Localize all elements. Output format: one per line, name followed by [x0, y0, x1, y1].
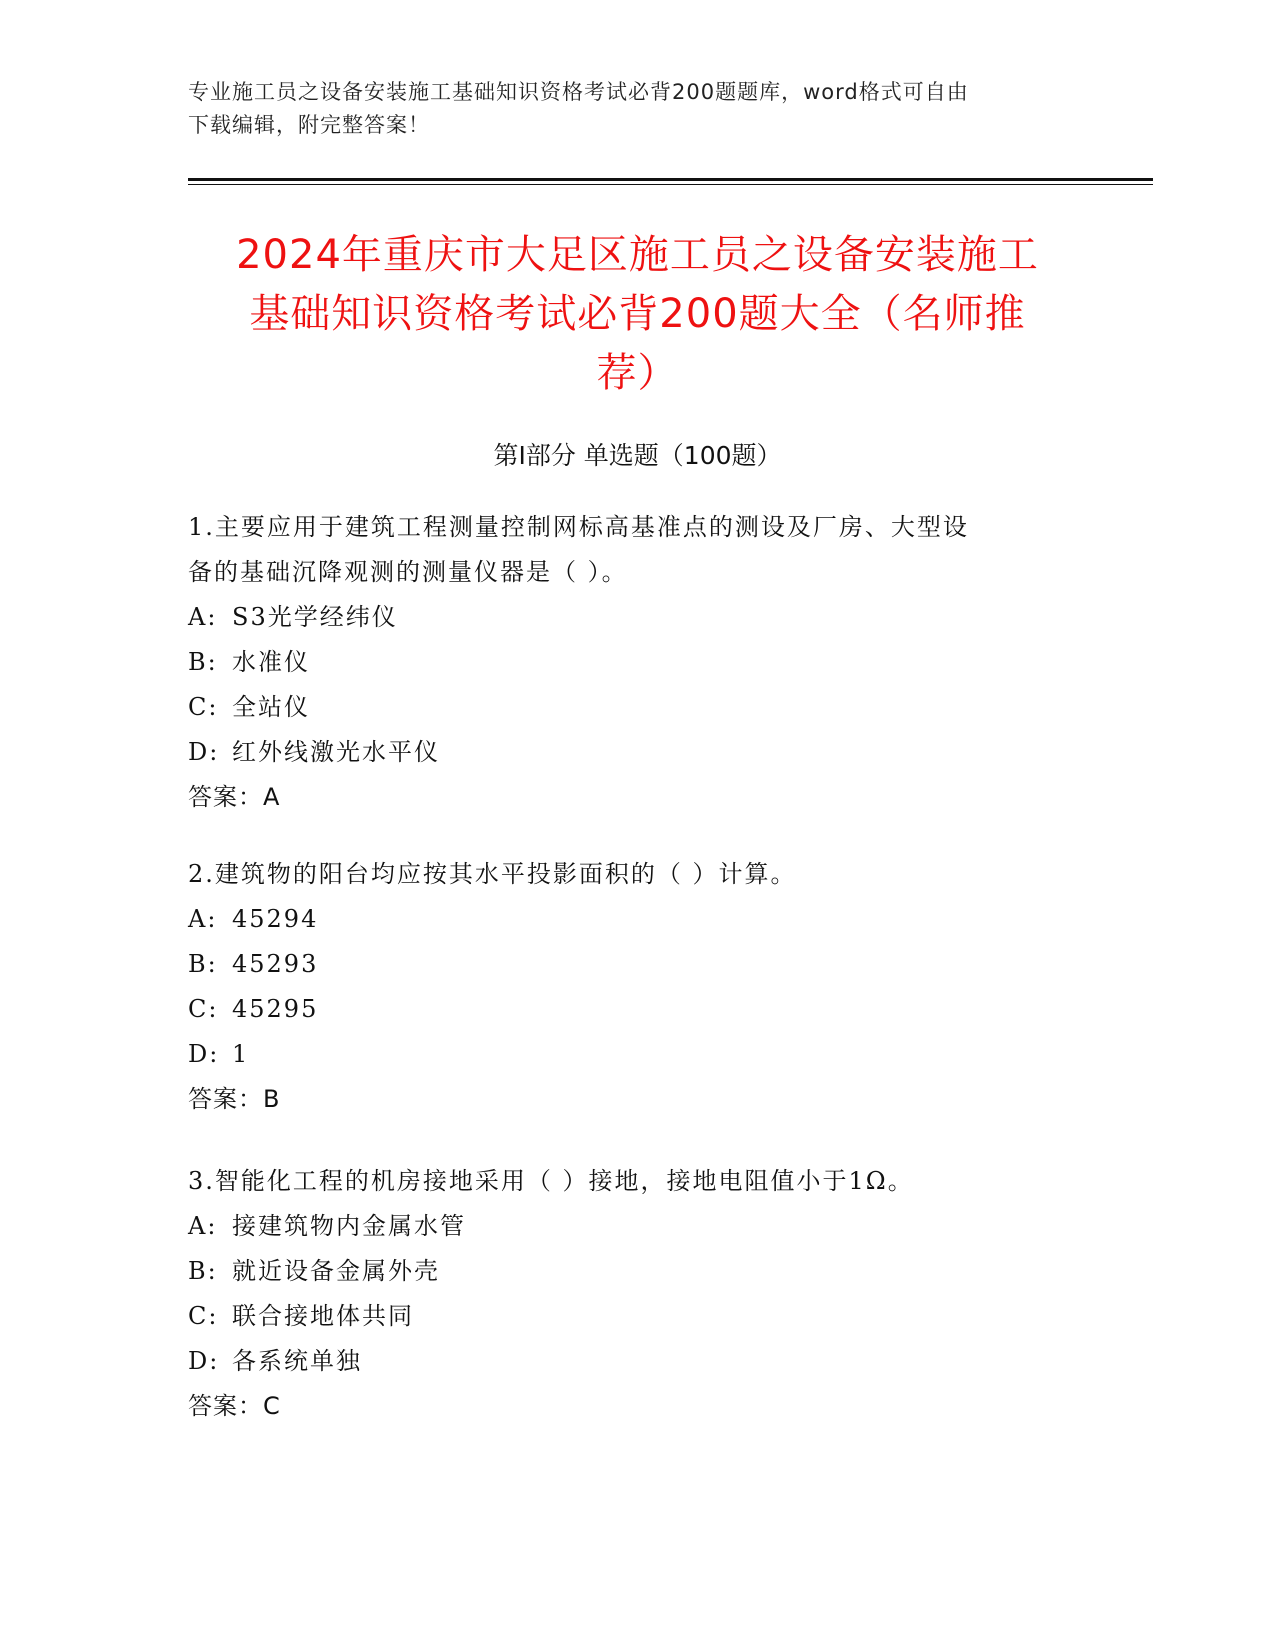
- option-b: [188, 942, 1068, 987]
- question-3: [188, 1159, 1068, 1429]
- question-stem-line: 2.建筑物的阳台均应按其水平投影面积的（ ）计算。: [188, 860, 797, 888]
- question-2: [188, 852, 1068, 1122]
- option-b: [188, 640, 1068, 685]
- option-text: 各系统单独: [232, 1347, 362, 1375]
- document-title: [160, 226, 1115, 403]
- option-letter: A:: [188, 905, 218, 933]
- header-divider-thin: [188, 184, 1153, 185]
- option-letter: B:: [188, 950, 218, 978]
- answer-line: 答案：B: [188, 1085, 281, 1113]
- option-text: 45295: [232, 995, 319, 1023]
- option-letter: A:: [188, 603, 218, 631]
- answer-line: 答案：C: [188, 1392, 281, 1420]
- question-stem-line: 3.智能化工程的机房接地采用（ ）接地，接地电阻值小于1Ω。: [188, 1167, 914, 1195]
- option-text: S3光学经纬仪: [232, 603, 398, 631]
- option-letter: C:: [188, 1302, 219, 1330]
- option-d: [188, 730, 1068, 775]
- question-stem: [188, 505, 1068, 595]
- option-c: [188, 987, 1068, 1032]
- option-letter: D:: [188, 1040, 220, 1068]
- option-text: 联合接地体共同: [232, 1302, 414, 1330]
- option-letter: B:: [188, 648, 218, 676]
- question-stem: [188, 1159, 1068, 1204]
- option-letter: D:: [188, 738, 220, 766]
- question-stem-line: 1.主要应用于建筑工程测量控制网标高基准点的测设及厂房、大型设: [188, 513, 969, 541]
- section-heading: 第Ⅰ部分 单选题（100题）: [493, 441, 782, 470]
- question-stem: [188, 852, 1068, 897]
- option-text: 水准仪: [232, 648, 310, 676]
- option-text: 红外线激光水平仪: [232, 738, 440, 766]
- option-text: 就近设备金属外壳: [232, 1257, 440, 1285]
- option-letter: C:: [188, 995, 219, 1023]
- option-d: [188, 1032, 1068, 1077]
- option-text: 45293: [232, 950, 319, 978]
- title-line: 荐）: [596, 350, 679, 396]
- header-note-line: 专业施工员之设备安装施工基础知识资格考试必背200题题库，word格式可自由: [188, 80, 969, 104]
- header-divider-thick: [188, 178, 1153, 181]
- option-text: 全站仪: [232, 693, 310, 721]
- question-1: [188, 505, 1068, 820]
- option-letter: A:: [188, 1212, 218, 1240]
- option-a: [188, 595, 1068, 640]
- question-stem-line: 备的基础沉降观测的测量仪器是（ ）。: [188, 558, 628, 586]
- answer-line: 答案：A: [188, 783, 281, 811]
- option-text: 45294: [232, 905, 319, 933]
- option-letter: B:: [188, 1257, 218, 1285]
- option-a: [188, 897, 1068, 942]
- option-letter: D:: [188, 1347, 220, 1375]
- option-a: [188, 1204, 1068, 1249]
- header-note-line: 下载编辑，附完整答案！: [188, 113, 430, 137]
- option-c: [188, 685, 1068, 730]
- option-text: 接建筑物内金属水管: [232, 1212, 466, 1240]
- option-letter: C:: [188, 693, 219, 721]
- title-line: 2024年重庆市大足区施工员之设备安装施工: [236, 232, 1039, 278]
- option-c: [188, 1294, 1068, 1339]
- title-line: 基础知识资格考试必背200题大全（名师推: [249, 291, 1026, 337]
- option-b: [188, 1249, 1068, 1294]
- header-note: [188, 76, 1088, 142]
- option-text: 1: [232, 1040, 250, 1068]
- option-d: [188, 1339, 1068, 1384]
